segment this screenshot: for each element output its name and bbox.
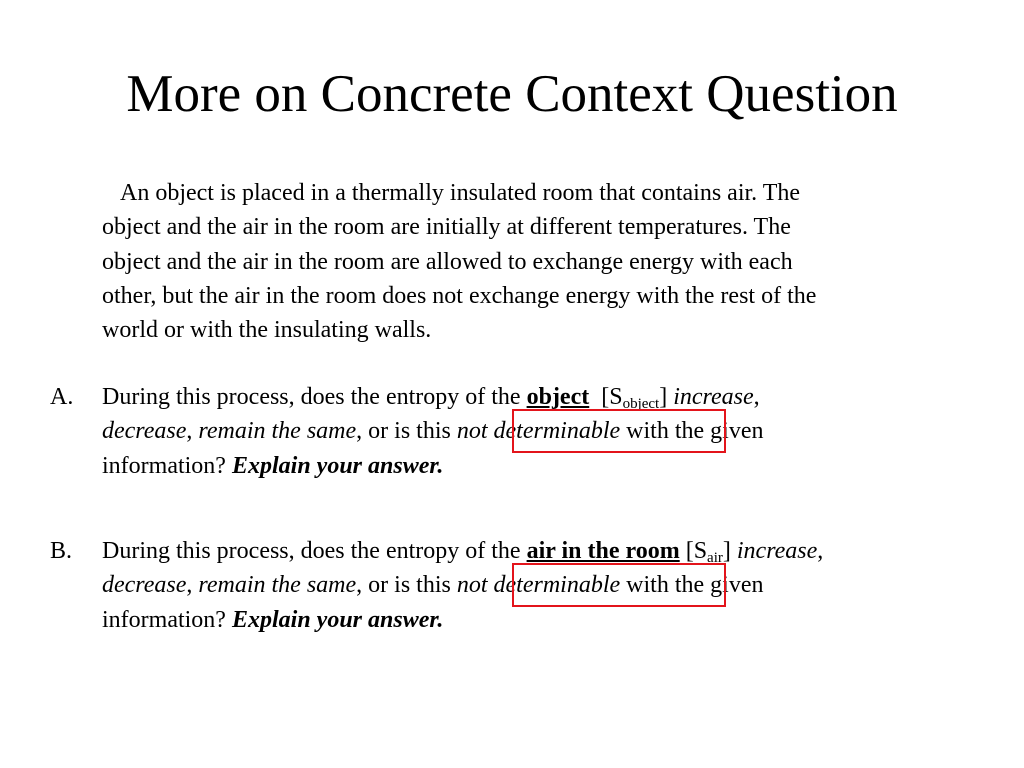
- paragraph-line: other, but the air in the room does not exchange energy with the rest of the: [102, 282, 817, 309]
- option-not-determinable: not determinable: [456, 418, 621, 445]
- paragraph-line: object and the air in the room are allowed to exchange energy with each: [102, 248, 793, 275]
- entropy-subscript: object: [622, 396, 660, 412]
- entropy-subscript: air: [707, 550, 723, 566]
- highlight-box-b: [512, 563, 726, 607]
- option-remain-same: remain the same: [198, 572, 357, 599]
- question-line: [102, 603, 443, 637]
- option-decrease: decrease: [102, 418, 187, 445]
- option-not-determinable: not determinable: [456, 572, 621, 599]
- comma: ,: [753, 384, 760, 410]
- question-text: , or is this: [356, 418, 457, 445]
- comma: ,: [186, 572, 199, 599]
- bracket-close: ]: [659, 384, 674, 410]
- option-increase: increase: [736, 538, 818, 564]
- bracket-open: [S: [679, 538, 708, 564]
- option-increase: increase: [673, 384, 754, 410]
- comma: ,: [817, 538, 824, 564]
- question-label: A.: [50, 384, 74, 410]
- question-text: with the given: [620, 572, 764, 599]
- question-label: B.: [50, 538, 73, 564]
- bracket-close: ]: [722, 538, 737, 564]
- question-text: During this process, does the entropy of the: [102, 384, 527, 410]
- explain-prompt: Explain your answer.: [231, 452, 444, 479]
- question-text: information?: [102, 606, 232, 633]
- paragraph-line: An object is placed in a thermally insulated room that contains air. The: [120, 180, 801, 206]
- question-text: During this process, does the entropy of the: [102, 538, 527, 564]
- explain-prompt: Explain your answer.: [231, 606, 444, 633]
- comma: ,: [186, 418, 199, 445]
- highlight-box-a: [512, 409, 726, 453]
- option-remain-same: remain the same: [198, 418, 357, 445]
- bracket-open: [S: [589, 384, 623, 410]
- question-text: information?: [102, 452, 232, 479]
- question-subject: air in the room: [526, 538, 680, 564]
- question-text: with the given: [620, 418, 764, 445]
- question-subject: object: [526, 384, 590, 410]
- question-line: [102, 449, 443, 483]
- question-text: , or is this: [356, 572, 457, 599]
- paragraph-line: world or with the insulating walls.: [102, 317, 432, 344]
- paragraph-line: object and the air in the room are initially at different temperatures. The: [102, 214, 791, 241]
- option-decrease: decrease: [102, 572, 187, 599]
- slide-title: More on Concrete Context Question: [126, 65, 898, 123]
